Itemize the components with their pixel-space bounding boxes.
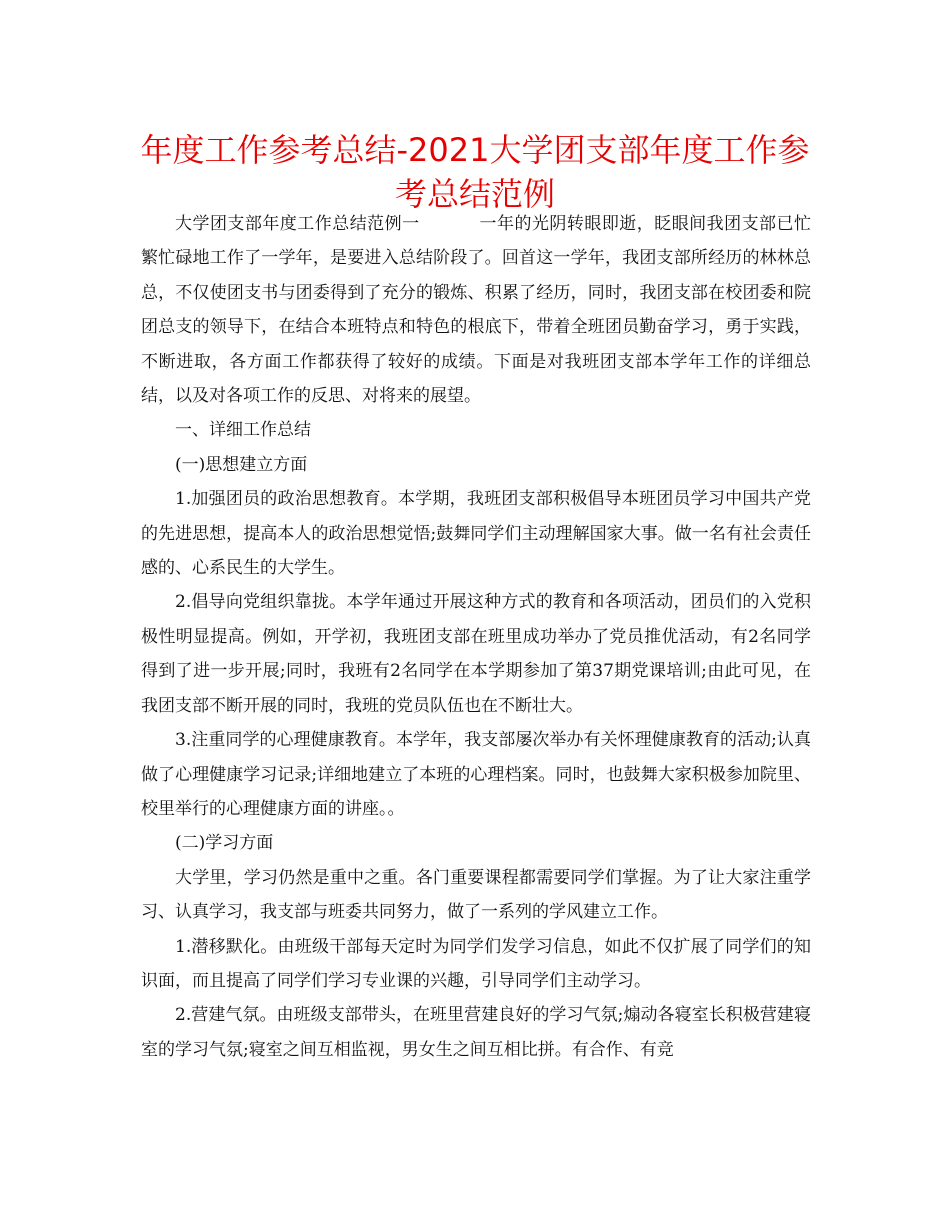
- subsection-heading-1: (一)思想建立方面: [175, 454, 308, 475]
- paragraph-5: 1.潜移默化。由班级干部每天定时为同学们发学习信息，如此不仅扩展了同学们的知识面，而且提高了同学们学习专业课的兴趣，引导同学们主动学习。: [141, 936, 811, 991]
- document-title-line-1: 年度工作参考总结-2021大学团支部年度工作参: [140, 131, 810, 169]
- document-body: [141, 207, 811, 1067]
- paragraph-3: 3.注重同学的心理健康教育。本学年，我支部屡次举办有关怀理健康教育的活动;认真做了心理健康学习记录;详细地建立了本班的心理档案。同时，也鼓舞大家积极参加院里、校里举行的心理健康方面的讲座。。: [141, 730, 811, 819]
- subsection-heading-2: (二)学习方面: [175, 833, 274, 854]
- paragraph-6: 2.营建气氛。由班级支部带头，在班里营建良好的学习气氛;煽动各寝室长积极营建寝室的学习气氛;寝室之间互相监视，男女生之间互相比拼。有合作、有竞: [141, 1005, 811, 1060]
- paragraph-2: 2.倡导向党组织靠拢。本学年通过开展这种方式的教育和各项活动，团员们的入党积极性明显提高。例如，开学初，我班团支部在班里成功举办了党员推优活动，有2名同学得到了进一步开展;同时，我班有2名同学在本学期参加了第37期党课培训;由此可见，在我团支部不断开展的同时，我班的党员队伍也在不断壮大。: [141, 592, 811, 716]
- intro-label: 大学团支部年度工作总结范例一: [175, 214, 420, 234]
- section-heading-1: 一、详细工作总结: [175, 420, 311, 441]
- paragraph-1: 1.加强团员的政治思想教育。本学期，我班团支部积极倡导本班团员学习中国共产党的先进思想，提高本人的政治思想觉悟;鼓舞同学们主动理解国家大事。做一名有社会责任感的、心系民生的大学生。: [141, 489, 811, 579]
- intro-paragraph: [141, 207, 811, 413]
- document-title-line-2: 考总结范例: [394, 175, 555, 213]
- intro-text: 一年的光阴转眼即逝，眨眼间我团支部已忙繁忙碌地工作了一学年，是要进入总结阶段了。回首这一学年，我团支部所经历的林林总总，不仅使团支书与团委得到了充分的锻炼、积累了经历，同时，我团支部在校团委和院团总支的领导下，在结合本班特点和特色的根底下，带着全班团员勤奋学习，勇于实践，不断进取，各方面工作都获得了较好的成绩。下面是对我班团支部本学年工作的详细总结，以及对各项工作的反思、对将来的展望。: [141, 214, 812, 407]
- paragraph-4: 大学里，学习仍然是重中之重。各门重要课程都需要同学们掌握。为了让大家注重学习、认真学习，我支部与班委共同努力，做了一系列的学风建立工作。: [141, 867, 811, 923]
